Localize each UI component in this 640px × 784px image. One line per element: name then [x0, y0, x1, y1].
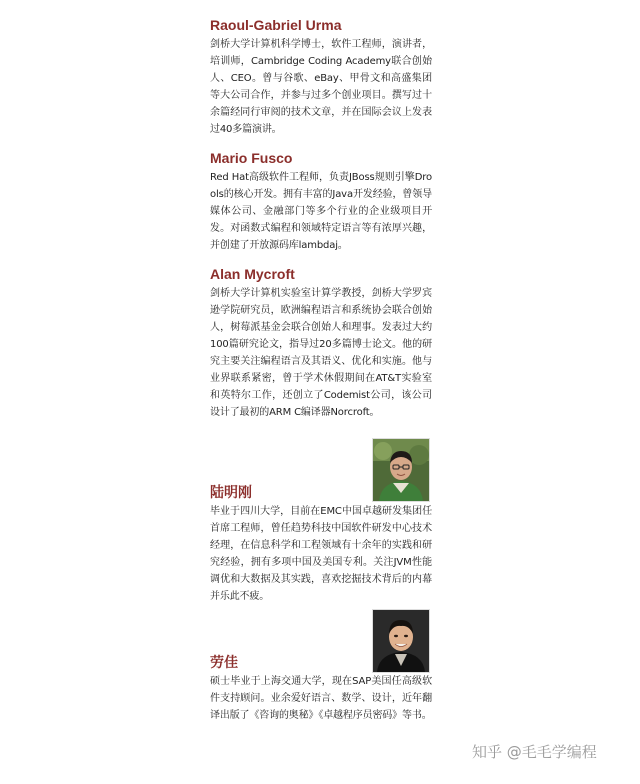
author-bio-mycroft: 剑桥大学计算机实验室计算学教授，剑桥大学罗宾逊学院研究员，欧洲编程语言和系统协会联合创始人，树莓派基金会联合创始人和理事。发表过大约100篇研究论文，指导过20多篇博士论文。他的研究主要关注编程语言及其语义、优化和实施。他与业界联系紧密，曾于学术休假期间在AT&T实验室和英特尔工作，还创立了Codemist公司，该公司设计了最初的ARM C编译器Norcroft。: [210, 288, 432, 418]
author-bio-lu: 毕业于四川大学，目前在EMC中国卓越研发集团任首席工程师，曾任趋势科技中国软件研发中心技术经理，在信息科学和工程领域有十余年的实践和研究经验，拥有多项中国及美国专利。关注JVM性能调优和大数据及其实践，喜欢挖掘技术背后的内幕并乐此不疲。: [210, 506, 432, 602]
watermark: 知乎 @毛毛学编程: [472, 743, 597, 761]
author-name-lao: 劳佳: [210, 654, 238, 670]
author-bio-fusco: Red Hat高级软件工程师，负责JBoss规则引擎Drools的核心开发。拥有丰富的Java开发经验，曾领导媒体公司、金融部门等多个行业的企业级项目开发。对函数式编程和领域特定语言等有浓厚兴趣，并创建了开放源码库lambdaj。: [210, 172, 432, 251]
author-photo-lao: [372, 609, 430, 673]
author-bio-lao: 硕士毕业于上海交通大学，现在SAP美国任高级软件支持顾问。业余爱好语言、数学、设计，近年翻译出版了《咨询的奥秘》《卓越程序员密码》等书。: [210, 676, 432, 721]
author-name-urma: Raoul-Gabriel Urma: [210, 17, 342, 33]
author-photo-lu: [372, 438, 430, 502]
author-name-lu: 陆明刚: [210, 484, 252, 500]
portrait-image: [373, 439, 429, 501]
author-name-mycroft: Alan Mycroft: [210, 266, 295, 282]
author-name-fusco: Mario Fusco: [210, 150, 293, 166]
portrait-image: [373, 610, 429, 672]
author-bio-urma: 剑桥大学计算机科学博士，软件工程师，演讲者，培训师，Cambridge Coding Academy联合创始人、CEO。曾与谷歌、eBay、甲骨文和高盛集团等大公司合作，并参与过多个创业项目。撰写过十余篇经同行审阅的技术文章，并在国际会议上发表过40多篇演讲。: [210, 39, 432, 135]
